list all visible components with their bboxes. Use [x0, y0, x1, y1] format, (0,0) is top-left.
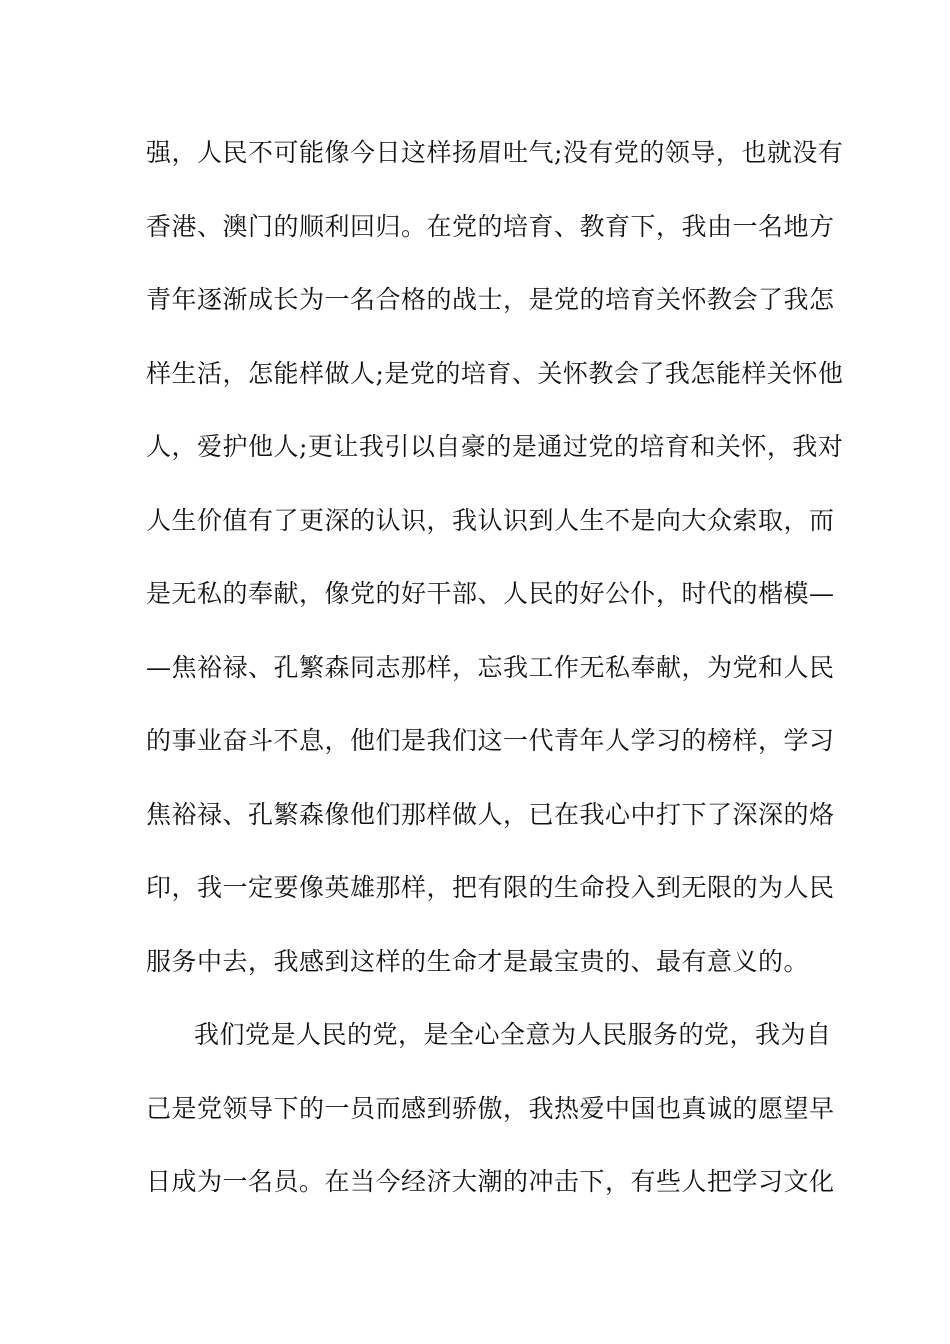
text-line: 己是党领导下的一员而感到骄傲，我热爱中国也真诚的愿望早 [146, 1093, 835, 1123]
text-line: 香港、澳门的顺利回归。在党的培育、教育下，我由一名地方 [146, 211, 835, 241]
text-line: 人，爱护他人;更让我引以自豪的是通过党的培育和关怀，我对 [146, 432, 844, 461]
text-line: —焦裕禄、孔繁森同志那样，忘我工作无私奉献，为党和人民 [146, 652, 835, 682]
text-line: 的事业奋斗不息，他们是我们这一代青年人学习的榜样，学习 [146, 726, 835, 755]
body-text [146, 128, 844, 1231]
text-line: 服务中去，我感到这样的生命才是最宝贵的、最有意义的。 [146, 946, 810, 976]
text-line: 是无私的奉献，像党的好干部、人民的好公仆，时代的楷模— [146, 579, 835, 608]
text-line: 印，我一定要像英雄那样，把有限的生命投入到无限的为人民 [146, 873, 835, 902]
text-line: 样生活，怎能样做人;是党的培育、关怀教会了我怎能样关怀他 [146, 358, 844, 388]
paragraph-start-line: 我们党是人民的党，是全心全意为人民服务的党，我为自 [194, 1020, 832, 1049]
text-line: 焦裕禄、孔繁森像他们那样做人，已在我心中打下了深深的烙 [146, 799, 835, 829]
text-line: 日成为一名员。在当今经济大潮的冲击下，有些人把学习文化 [146, 1167, 835, 1196]
text-line: 人生价值有了更深的认识，我认识到人生不是向大众索取，而 [146, 505, 835, 535]
text-line: 强，人民不可能像今日这样扬眉吐气;没有党的领导，也就没有 [146, 138, 844, 167]
text-line: 青年逐渐成长为一名合格的战士，是党的培育关怀教会了我怎 [146, 285, 835, 314]
